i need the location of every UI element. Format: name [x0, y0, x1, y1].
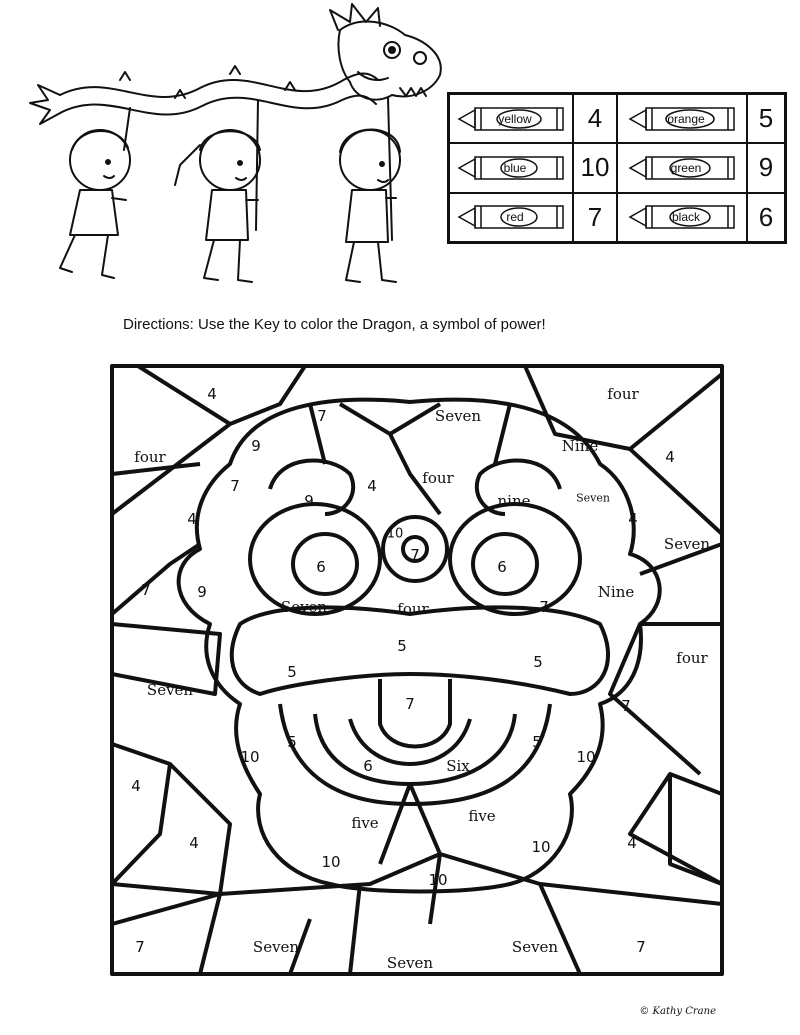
key-crayon-orange: [617, 94, 747, 143]
segment-label: 10: [531, 838, 551, 856]
segment-label: 10: [240, 748, 260, 766]
segment-label: 5: [287, 663, 297, 681]
segment-label: four: [607, 385, 639, 403]
segment-label: 7: [135, 938, 145, 956]
key-number: 6: [747, 193, 785, 242]
key-color-label: blue: [503, 160, 527, 175]
segment-label: 10: [428, 871, 448, 889]
coloring-labels: [110, 364, 724, 976]
directions-text: Directions: Use the Key to color the Dragon, a symbol of power!: [123, 316, 546, 333]
dragon-parade-illustration: [0, 0, 450, 300]
segment-label: Six: [446, 757, 470, 775]
segment-label: 4: [207, 385, 217, 403]
segment-label: 9: [304, 492, 314, 510]
segment-label: 4: [665, 448, 675, 466]
key-color-label: red: [506, 210, 524, 225]
segment-label: 4: [367, 477, 377, 495]
segment-label: 4: [187, 510, 197, 528]
segment-label: 4: [131, 777, 141, 795]
segment-label: Seven: [511, 938, 559, 956]
segment-label: 10: [576, 748, 596, 766]
segment-label: 7: [317, 407, 327, 425]
segment-label: 10: [386, 526, 404, 542]
key-number: 10: [573, 143, 617, 192]
segment-label: 7: [230, 477, 240, 495]
segment-label: 6: [316, 558, 326, 576]
key-number: 7: [573, 193, 617, 242]
key-crayon-blue: [449, 143, 573, 192]
key-color-label: yellow: [498, 111, 532, 126]
segment-label: 6: [363, 757, 373, 775]
segment-label: 4: [627, 834, 637, 852]
color-key: [447, 92, 787, 244]
segment-label: five: [351, 814, 379, 832]
segment-label: four: [422, 469, 454, 487]
segment-label: Seven: [663, 535, 711, 553]
segment-label: 7: [621, 697, 631, 715]
segment-label: 5: [287, 733, 297, 751]
segment-label: four: [134, 448, 166, 466]
segment-label: nine: [497, 492, 531, 510]
key-color-label: orange: [667, 111, 705, 126]
segment-label: 9: [197, 583, 207, 601]
key-color-label: green: [670, 160, 702, 175]
segment-label: 5: [532, 733, 542, 751]
segment-label: Seven: [434, 407, 482, 425]
segment-label: 7: [405, 695, 415, 713]
segment-label: 7: [636, 938, 646, 956]
segment-label: 7: [410, 546, 420, 564]
credit-text: © Kathy Crane: [639, 1006, 716, 1017]
segment-label: 5: [397, 637, 407, 655]
segment-label: Seven: [576, 491, 610, 505]
key-number: 9: [747, 143, 785, 192]
segment-label: 5: [533, 653, 543, 671]
key-color-label: black: [671, 210, 700, 225]
segment-label: Seven: [386, 954, 434, 972]
segment-label: 9: [251, 437, 261, 455]
segment-label: 6: [497, 558, 507, 576]
key-number: 4: [573, 94, 617, 143]
segment-label: Nine: [597, 583, 635, 601]
key-crayon-yellow: [449, 94, 573, 143]
segment-label: four: [397, 600, 429, 618]
segment-label: 10: [321, 853, 341, 871]
segment-label: four: [676, 649, 708, 667]
segment-label: 7: [141, 581, 151, 599]
segment-label: 4: [189, 834, 199, 852]
key-crayon-green: [617, 143, 747, 192]
segment-label: Seven: [252, 938, 300, 956]
key-crayon-red: [449, 193, 573, 242]
segment-label: five: [468, 807, 496, 825]
key-number: 5: [747, 94, 785, 143]
key-crayon-black: [617, 193, 747, 242]
segment-label: Seven: [146, 681, 194, 699]
segment-label: 7: [539, 598, 549, 616]
segment-label: Seven: [280, 598, 328, 616]
segment-label: Nine: [561, 437, 599, 455]
segment-label: 4: [628, 510, 638, 528]
